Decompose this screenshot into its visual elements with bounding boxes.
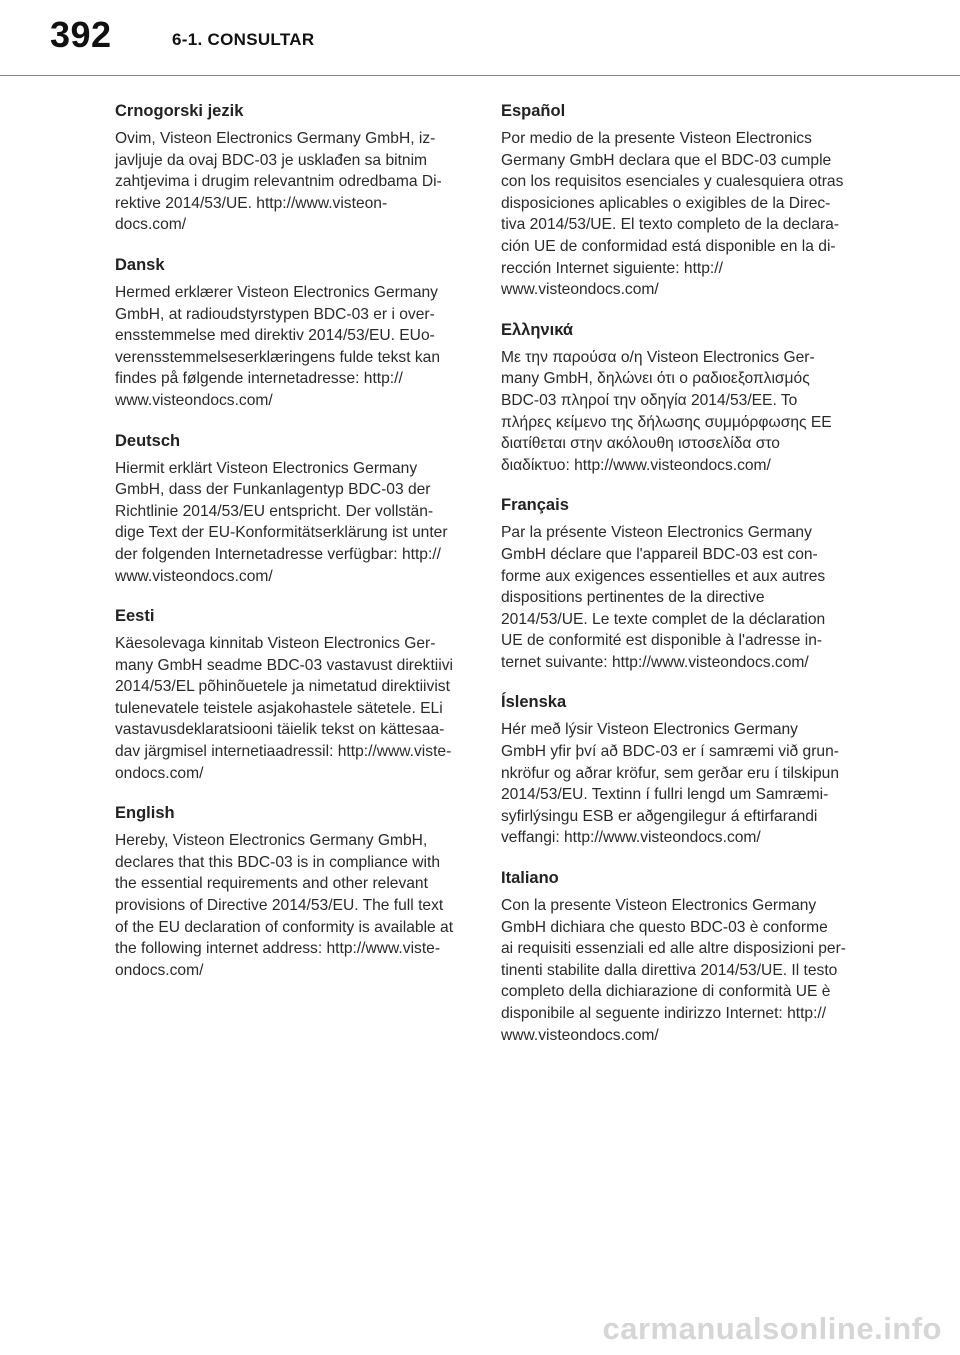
text-line: many GmbH seadme BDC-03 vastavust direktiivi <box>115 656 453 674</box>
language-section <box>501 100 867 301</box>
text-line: nkröfur og aðrar kröfur, sem gerðar eru í tilskipun <box>501 764 840 782</box>
text-line: javljuje da ovaj BDC-03 je usklađen sa bitnim <box>115 151 428 169</box>
text-line: διατίθεται στην ακόλουθη ιστοσελίδα στο <box>501 435 780 453</box>
text-line: rección Internet siguiente: http:// <box>501 259 723 277</box>
language-heading: Ελληνικά <box>501 320 573 339</box>
language-heading: Dansk <box>115 255 165 274</box>
text-line: ondocs.com/ <box>115 961 204 979</box>
text-line: Hér með lýsir Visteon Electronics Germany <box>501 721 798 739</box>
language-heading: Eesti <box>115 607 155 626</box>
declaration-text <box>501 719 867 849</box>
text-line: www.visteondocs.com/ <box>115 567 273 585</box>
text-line: vastavusdeklaratsiooni täielik tekst on kättesaa- <box>115 721 445 739</box>
text-line: GmbH yfir því að BDC-03 er í samræmi við grun- <box>501 743 839 761</box>
text-line: ción UE de conformidad está disponible en la di- <box>501 237 836 255</box>
right-column <box>501 100 867 1064</box>
declaration-text <box>115 830 481 981</box>
text-line: provisions of Directive 2014/53/EU. The full text <box>115 897 444 915</box>
text-line: the following internet address: http://www.viste- <box>115 940 441 958</box>
text-line: veffangi: http://www.visteondocs.com/ <box>501 829 761 847</box>
text-line: BDC-03 πληροί την οδηγία 2014/53/ΕΕ. Το <box>501 391 798 409</box>
declaration-text <box>501 347 867 477</box>
language-heading: Crnogorski jezik <box>115 102 244 120</box>
text-line: 2014/53/UE. Le texte complet de la déclaration <box>501 610 826 628</box>
watermark: carmanualsonline.info <box>602 1311 942 1346</box>
text-line: 2014/53/EL põhinõuetele ja nimetatud direktiivist <box>115 678 450 696</box>
page-header <box>0 0 960 76</box>
text-line: ondocs.com/ <box>115 764 204 782</box>
text-line: docs.com/ <box>115 216 187 234</box>
text-line: dige Text der EU-Konformitätserklärung ist unter <box>115 524 448 542</box>
language-section <box>501 319 867 477</box>
text-line: Par la présente Visteon Electronics Germany <box>501 524 812 542</box>
language-section <box>115 254 481 412</box>
text-line: tinenti stabilite dalla direttiva 2014/53/UE. Il testo <box>501 961 838 979</box>
text-line: διαδίκτυο: http://www.visteondocs.com/ <box>501 456 771 474</box>
language-section <box>115 802 481 981</box>
text-line: syfirlýsingu ESB er aðgengilegur á eftirfarandi <box>501 807 818 825</box>
text-line: Germany GmbH declara que el BDC-03 cumple <box>501 151 832 169</box>
text-line: 2014/53/EU. Textinn í fullri lengd um Samræmi- <box>501 786 829 804</box>
text-line: many GmbH, δηλώνει ότι ο ραδιοεξοπλισμός <box>501 370 810 388</box>
text-line: Por medio de la presente Visteon Electronics <box>501 130 812 147</box>
language-section <box>115 605 481 784</box>
declaration-text <box>501 895 867 1046</box>
text-line: ai requisiti essenziali ed alle altre disposizioni per- <box>501 940 846 958</box>
text-line: dav järgmisel internetiaadressil: http://www.viste- <box>115 743 452 761</box>
text-line: tiva 2014/53/UE. El texto completo de la declara- <box>501 216 840 234</box>
text-line: ternet suivante: http://www.visteondocs.com/ <box>501 653 809 671</box>
text-line: GmbH, dass der Funkanlagentyp BDC-03 der <box>115 481 431 499</box>
text-line: verensstemmelseserklæringens fulde tekst kan <box>115 348 441 366</box>
text-line: Με την παρούσα ο/η Visteon Electronics Ger- <box>501 348 815 366</box>
language-section <box>115 100 481 236</box>
text-line: www.visteondocs.com/ <box>115 391 273 409</box>
text-line: disposiciones aplicables o exigibles de la Direc- <box>501 194 831 212</box>
text-line: disponibile al seguente indirizzo Internet: http:// <box>501 1005 827 1022</box>
text-line: GmbH déclare que l'appareil BDC-03 est con- <box>501 545 818 563</box>
section-title: 6-1. CONSULTAR <box>172 30 315 49</box>
text-line: UE de conformité est disponible à l'adresse in- <box>501 632 823 650</box>
text-line: Richtlinie 2014/53/EU entspricht. Der vollstän- <box>115 502 434 520</box>
declaration-text <box>115 282 481 412</box>
text-line: zahtjevima i drugim relevantnim odredbama Di- <box>115 173 442 191</box>
text-line: completo della dichiarazione di conformità UE è <box>501 983 831 1001</box>
text-line: GmbH, at radioudstyrstypen BDC-03 er i over- <box>115 305 435 323</box>
language-heading: Français <box>501 496 569 515</box>
text-line: tulenevatele teistele asjakohastele sätetele. ELi <box>115 699 443 717</box>
text-line: dispositions pertinentes de la directive <box>501 589 765 607</box>
text-line: Hiermit erklärt Visteon Electronics Germany <box>115 459 418 477</box>
text-line: Hermed erklærer Visteon Electronics Germany <box>115 283 438 301</box>
declaration-text <box>115 458 481 588</box>
page-number: 392 <box>50 14 112 55</box>
language-heading: Íslenska <box>501 693 567 712</box>
text-line: ensstemmelse med direktiv 2014/53/EU. EUo- <box>115 327 435 345</box>
language-heading: English <box>115 804 175 823</box>
text-line: rektive 2014/53/UE. http://www.visteon- <box>115 194 388 212</box>
text-line: www.visteondocs.com/ <box>501 1026 659 1044</box>
text-line: Käesolevaga kinnitab Visteon Electronics Ger- <box>115 635 436 653</box>
declaration-text <box>501 128 867 301</box>
language-heading: Italiano <box>501 869 559 888</box>
text-line: of the EU declaration of conformity is available at <box>115 918 454 936</box>
language-heading: Español <box>501 102 566 120</box>
text-line: the essential requirements and other relevant <box>115 875 428 893</box>
declaration-text <box>115 633 481 784</box>
header-divider <box>0 75 960 76</box>
text-line: Hereby, Visteon Electronics Germany GmbH, <box>115 832 428 850</box>
declaration-text <box>501 522 867 673</box>
text-line: GmbH dichiara che questo BDC-03 è conforme <box>501 918 828 936</box>
left-column <box>115 100 481 999</box>
text-line: www.visteondocs.com/ <box>501 281 659 299</box>
language-heading: Deutsch <box>115 431 181 450</box>
text-line: con los requisitos esenciales y cualesquiera otras <box>501 173 844 191</box>
language-section <box>501 867 867 1046</box>
text-line: declares that this BDC-03 is in compliance with <box>115 853 441 871</box>
language-section <box>501 691 867 849</box>
text-line: Con la presente Visteon Electronics Germany <box>501 897 817 915</box>
language-section <box>501 494 867 673</box>
language-section <box>115 430 481 588</box>
text-line: der folgenden Internetadresse verfügbar: http:// <box>115 545 441 563</box>
declaration-text <box>115 128 481 236</box>
text-line: findes på følgende internetadresse: http:// <box>115 370 403 388</box>
text-line: πλήρες κείμενο της δήλωσης συμμόρφωσης ΕΕ <box>501 413 832 431</box>
text-line: forme aux exigences essentielles et aux autres <box>501 567 826 585</box>
text-line: Ovim, Visteon Electronics Germany GmbH, iz- <box>115 130 436 147</box>
